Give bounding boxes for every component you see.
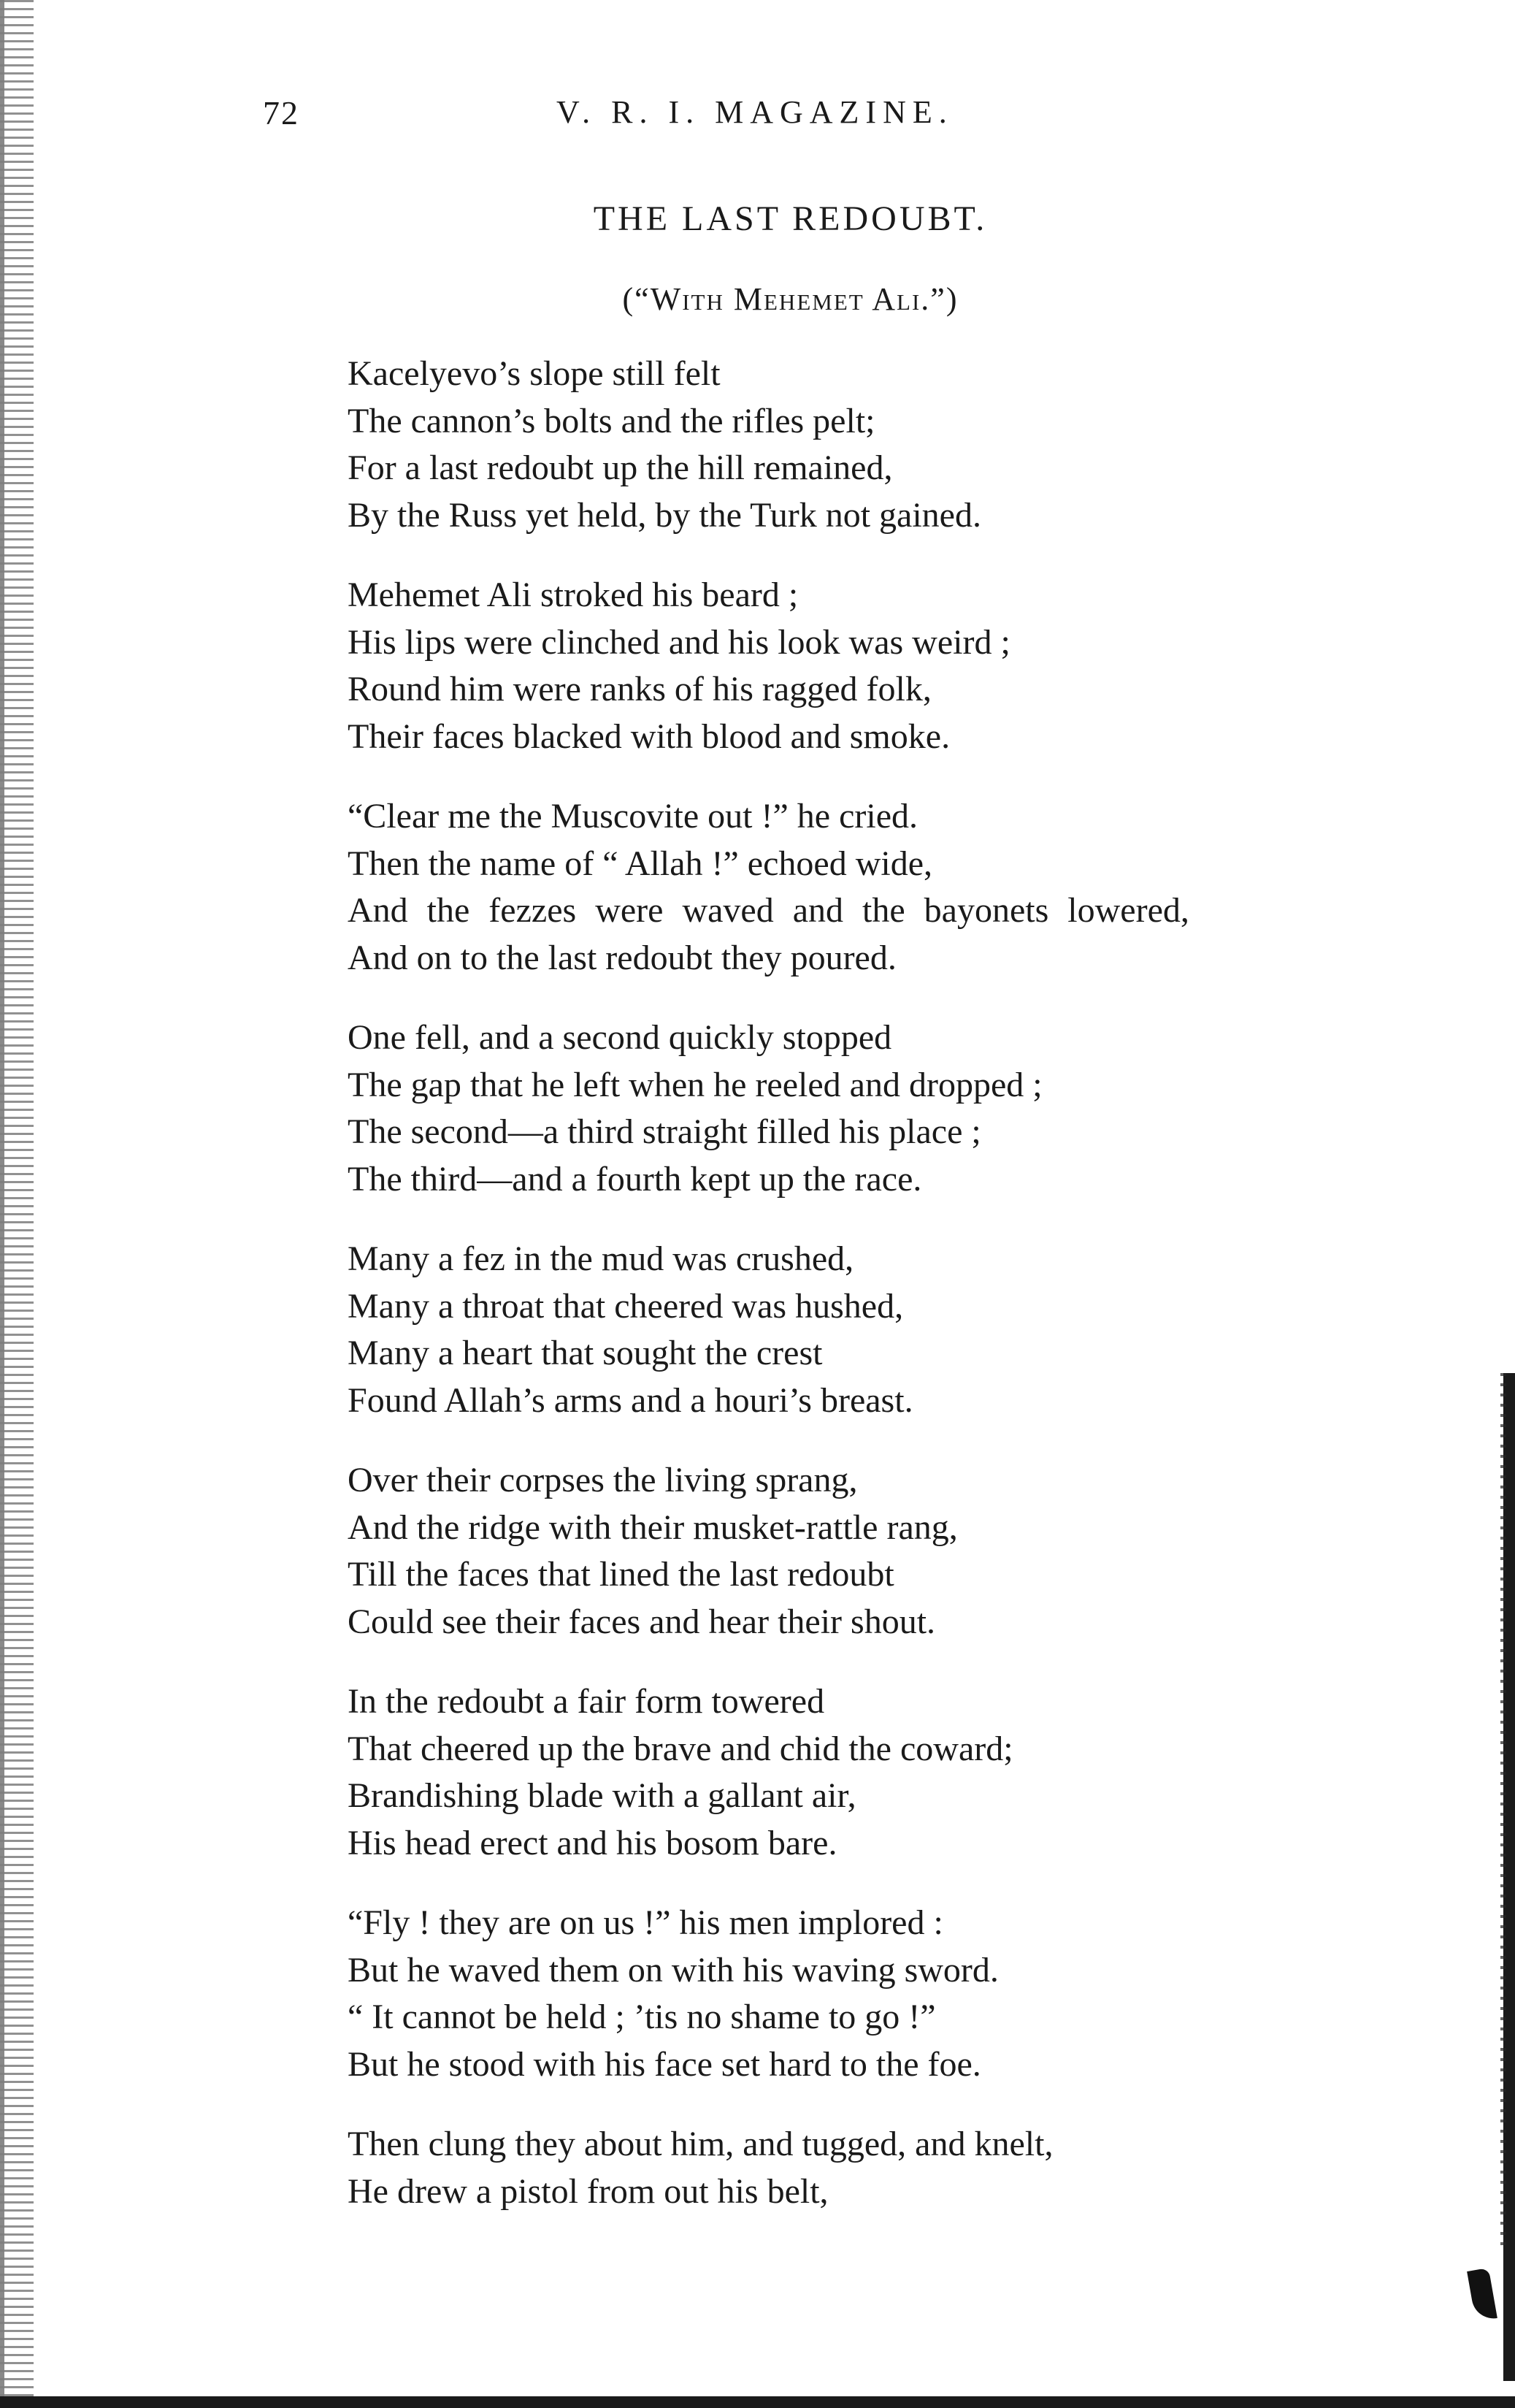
- poem-line: By the Russ yet held, by the Turk not gained.: [348, 495, 981, 535]
- stanza: [348, 351, 1370, 539]
- poem-line: Their faces blacked with blood and smoke.: [348, 716, 951, 756]
- poem-line: Could see their faces and hear their shout.: [348, 1602, 936, 1641]
- poem-line: The gap that he left when he reeled and dropped ;: [348, 1065, 1043, 1104]
- poem-line: Many a throat that cheered was hushed,: [348, 1286, 904, 1326]
- poem-body: [348, 351, 1370, 2248]
- stanza: [348, 1236, 1370, 1424]
- poem-line: Found Allah’s arms and a houri’s breast.: [348, 1380, 913, 1420]
- stanza: [348, 2121, 1370, 2215]
- poem-line: In the redoubt a fair form towered: [348, 1682, 825, 1721]
- poem-line: And on to the last redoubt they poured.: [348, 938, 897, 977]
- poem-line: His head erect and his bosom bare.: [348, 1823, 837, 1862]
- poem-line: “Fly ! they are on us !” his men implored :: [348, 1903, 943, 1942]
- poem-line: One fell, and a second quickly stopped: [348, 1018, 892, 1057]
- poem-line: The second—a third straight filled his place ;: [348, 1112, 981, 1151]
- poem-subtitle: (“With Mehemet Ali.”): [622, 281, 959, 317]
- stanza: [348, 1457, 1370, 1646]
- poem-line: But he stood with his face set hard to the foe.: [348, 2044, 981, 2084]
- poem-line: His lips were clinched and his look was weird ;: [348, 622, 1010, 662]
- poem-line: “ It cannot be held ; ’tis no shame to go !”: [348, 1998, 936, 2036]
- poem-line: Brandishing blade with a gallant air,: [348, 1776, 856, 1815]
- magazine-title: V. R. I. MAGAZINE.: [556, 94, 954, 130]
- poem-line: Many a heart that sought the crest: [348, 1334, 823, 1372]
- stanza: [348, 1900, 1370, 2088]
- stanza: [348, 1678, 1370, 1867]
- scan-left-edge: [0, 0, 34, 2408]
- poem-line: Over their corpses the living sprang,: [348, 1461, 858, 1499]
- running-head: [0, 93, 1515, 137]
- poem-line: But he waved them on with his waving sword.: [348, 1950, 999, 1990]
- poem-line: That cheered up the brave and chid the coward;: [348, 1729, 1013, 1768]
- scan-corner-mark: [1467, 2268, 1497, 2322]
- poem-line: Round him were ranks of his ragged folk,: [348, 670, 932, 708]
- scan-bottom-edge: [0, 2396, 1515, 2408]
- poem-line: And the ridge with their musket-rattle rang,: [348, 1507, 958, 1547]
- poem-title: THE LAST REDOUBT.: [593, 199, 988, 238]
- poem-line: For a last redoubt up the hill remained,: [348, 448, 893, 487]
- poem-line: Many a fez in the mud was crushed,: [348, 1239, 854, 1278]
- poem-line: Till the faces that lined the last redoubt: [348, 1555, 894, 1594]
- stanza: [348, 1014, 1370, 1203]
- poem-line: Mehemet Ali stroked his beard ;: [348, 576, 799, 614]
- poem-line: He drew a pistol from out his belt,: [348, 2171, 829, 2211]
- stanza: [348, 793, 1370, 982]
- poem-line: Then clung they about him, and tugged, and knelt,: [348, 2125, 1054, 2163]
- poem-line: Then the name of “ Allah !” echoed wide,: [348, 844, 932, 883]
- poem-line: And the fezzes were waved and the bayonets lowered,: [348, 891, 1189, 930]
- poem-line: The cannon’s bolts and the rifles pelt;: [348, 401, 875, 440]
- page-number: 72: [263, 94, 299, 131]
- poem-line: “Clear me the Muscovite out !” he cried.: [348, 797, 918, 836]
- scan-right-edge-marks: [1500, 1373, 1506, 2250]
- poem-line: The third—and a fourth kept up the race.: [348, 1159, 922, 1199]
- stanza: [348, 572, 1370, 760]
- poem-line: Kacelyevo’s slope still felt: [348, 354, 721, 393]
